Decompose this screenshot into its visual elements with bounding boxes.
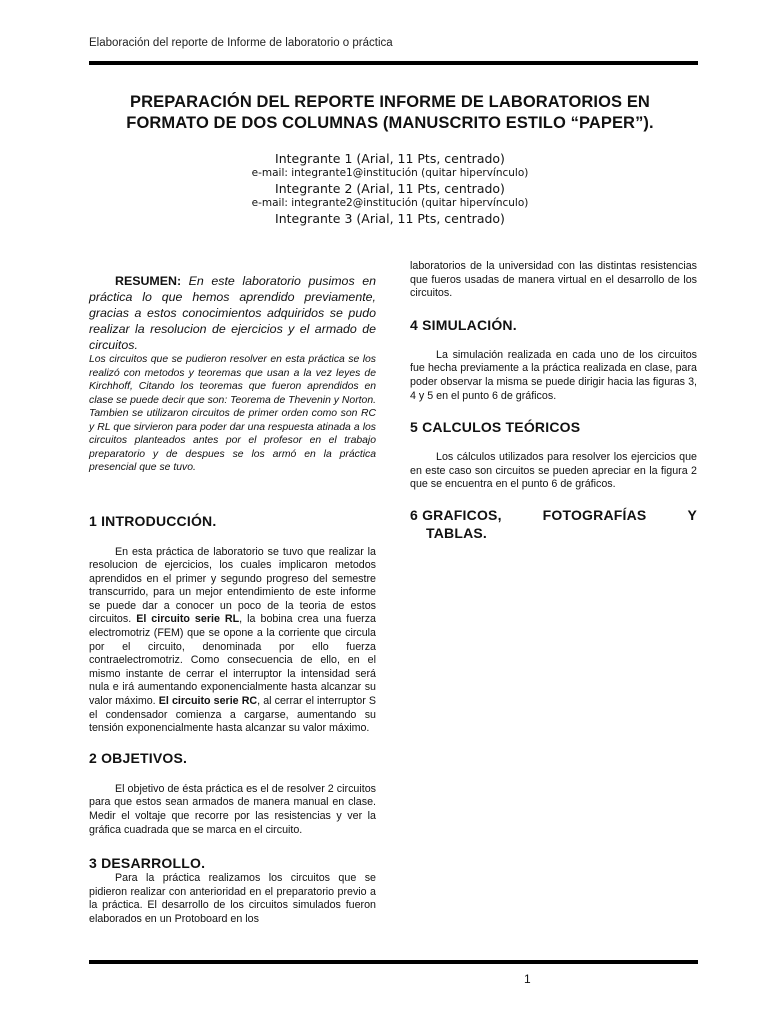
section-heading-objetivos: 2 OBJETIVOS. [89, 749, 188, 766]
section-heading-desarrollo: 3 DESARROLLO. [89, 855, 206, 872]
author-email: e-mail: integrante2@institución (quitar hipervínculo) [251, 197, 529, 209]
document-title [95, 92, 685, 134]
simulacion-paragraph: La simulación realizada en cada uno de los circuitos fue hecha previamente a la práctica realizada en clase, para poder observar la misma se puede dirigir hacia las figuras 3, 4 y 5 en el punto 6 de gráficos. [410, 348, 697, 402]
introduccion-paragraph [89, 546, 376, 736]
left-column [89, 273, 376, 927]
graficos-heading-line2: TABLAS. [426, 524, 488, 541]
right-column [410, 260, 697, 542]
intro-text: En esta práctica de laboratorio se tuvo que realizar la resolucion de ejercicios, los cuales implicaron metodos aprendidos en el primer y segundo progreso del semestre transcurrido, para un mejor entendimiento de este informe se puede dar a conocer un poco de la teoria de estos circuitos. [89, 545, 376, 626]
desarrollo-continued: laboratorios de la universidad con las distintas resistencias que fueros usadas de manera virtual en el desarrollo de los circuitos. [410, 260, 697, 300]
graficos-heading-line1 [410, 506, 697, 524]
intro-text: , al cerrar el interruptor S el condensador comienza a cargarse, aumentando su tensión exponencialmente hasta alcanzar su valor máximo. [89, 695, 376, 735]
section-heading-simulacion: 4 SIMULACIÓN. [410, 316, 517, 333]
objetivos-paragraph: El objetivo de ésta práctica es el de resolver 2 circuitos para que estos sean armados de manera manual en clase. Medir el voltaje que recorre por las resistencias y ver la gráfica cuadrada que se marca en el circuito. [89, 782, 376, 836]
author-block [95, 150, 685, 227]
section-heading-introduccion: 1 INTRODUCCIÓN. [89, 512, 217, 529]
author-name: Integrante 2 (Arial, 11 Pts, centrado) [275, 181, 505, 196]
abstract-lead [89, 273, 376, 353]
footer-rule [89, 960, 698, 964]
author-name: Integrante 1 (Arial, 11 Pts, centrado) [275, 151, 505, 166]
graficos-heading-word: Y [687, 506, 697, 523]
section-heading-calculos: 5 CALCULOS TEÓRICOS [410, 419, 581, 436]
author-name: Integrante 3 (Arial, 11 Pts, centrado) [275, 211, 505, 226]
author-email: e-mail: integrante1@institución (quitar hipervínculo) [251, 167, 529, 179]
desarrollo-paragraph: Para la práctica realizamos los circuitos que se pidieron realizar con anterioridad en el preparatorio previo a la práctica. El desarrollo de los circuitos simulados fueron elaborados en un Protoboard en los [89, 872, 376, 925]
graficos-heading-word: 6 GRAFICOS, [410, 506, 502, 523]
abstract-label: RESUMEN: [115, 274, 182, 288]
graficos-heading-word: FOTOGRAFÍAS [542, 506, 647, 523]
abstract-lead-text: En este laboratorio pusimos en práctica lo que hemos aprendido previamente, gracias a estos conocimientos adquiridos se pudo realizar la resolucion de ejercicios y el armado de circuitos. [89, 274, 376, 352]
title-line-2: FORMATO DE DOS COLUMNAS (MANUSCRITO ESTILO “PAPER”). [126, 114, 654, 132]
page-number: 1 [524, 972, 531, 986]
section-heading-graficos [410, 506, 697, 542]
intro-bold-rl: El circuito serie RL [136, 613, 240, 626]
calculos-paragraph: Los cálculos utilizados para resolver los ejercicios que en este caso son circuitos se pueden apreciar en la figura 2 que se encuentra en el punto 6 de gráficos. [410, 451, 697, 491]
abstract-body: Los circuitos que se pudieron resolver en esta práctica se los realizó con metodos y teoremas que usan a la vez leyes de Kirchhoff, Citando los teoremas que fueron aprendidos en clase se puede decir que son: Teorema de Thevenin y Norton. Tambien se utilizaron circuitos de primer orden como son RC y RL que sirvieron para poder dar una respuesta atinada a los circuitos planteados antes por el profesor en el trabajo preparatorio y de despues se los armó en la práctica presencial que se tuvo. [89, 354, 376, 473]
title-line-1: PREPARACIÓN DEL REPORTE INFORME DE LABORATORIOS EN [130, 93, 650, 111]
intro-text: , la bobina crea una fuerza electromotriz (FEM) que se opone a la corriente que circula por el circuito, denominada por ello fuerza contraelectromotriz. Como consecuencia de ello, en el mismo instante de cerrar el interruptor la intensidad será nula e irá aumentando exponencialmente hasta alcanzar su valor máximo. [89, 613, 376, 708]
intro-bold-rc: El circuito serie RC [158, 695, 258, 708]
running-header: Elaboración del reporte de Informe de laboratorio o práctica [89, 37, 393, 49]
header-rule [89, 61, 698, 65]
